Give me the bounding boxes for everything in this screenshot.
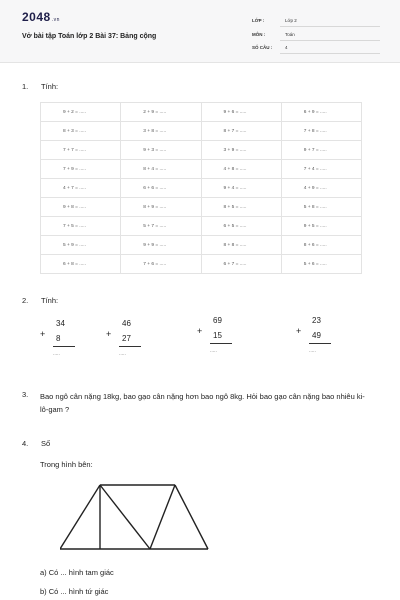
triangle-figure: [60, 483, 210, 553]
question-3-text: Bao ngô cân nặng 18kg, bao gạo cân nặng hơn bao ngô 8kg. Hỏi bao gạo cân nặng bao nhiêu ki-lô-gam ?: [40, 392, 365, 414]
meta-question-count: [252, 45, 380, 54]
plus-sign: +: [106, 329, 112, 339]
answer-blank[interactable]: .....: [309, 348, 316, 354]
table-cell[interactable]: 9 + 2 = .....: [41, 103, 121, 122]
table-cell[interactable]: 7 + 6 = .....: [121, 255, 201, 274]
meta-underline: [280, 53, 380, 54]
answer-blank[interactable]: .....: [119, 351, 126, 357]
table-cell[interactable]: 8 + 9 = .....: [121, 198, 201, 217]
table-cell[interactable]: 9 + 3 = .....: [121, 141, 201, 160]
table-row: [41, 236, 362, 255]
table-cell[interactable]: 6 + 7 = .....: [201, 255, 281, 274]
plus-sign: +: [40, 329, 46, 339]
meta-key: SỐ CÂU :: [252, 45, 273, 50]
table-cell[interactable]: 3 + 8 = .....: [121, 122, 201, 141]
table-cell[interactable]: 6 + 6 = .....: [121, 179, 201, 198]
table-cell[interactable]: 8 + 7 = .....: [201, 122, 281, 141]
table-cell[interactable]: 3 + 9 = .....: [201, 141, 281, 160]
addend-bottom: 8: [56, 334, 61, 343]
column-addition-3: [197, 316, 237, 361]
table-row: [41, 103, 362, 122]
table-row: [41, 198, 362, 217]
sum-line: [119, 346, 141, 347]
column-addition-2: [106, 319, 146, 364]
question-4-part-a: a) Có ... hình tam giác: [40, 568, 114, 577]
column-addition-4: [296, 316, 336, 361]
table-cell[interactable]: 7 + 5 = .....: [41, 217, 121, 236]
question-number: 1.: [22, 82, 29, 91]
meta-value: Toán: [285, 32, 295, 37]
table-cell[interactable]: 4 + 8 = .....: [201, 160, 281, 179]
figure-right-edge: [175, 485, 208, 549]
table-cell[interactable]: 6 + 8 = .....: [41, 255, 121, 274]
question-3-number: [22, 390, 37, 400]
sum-line: [53, 346, 75, 347]
table-row: [41, 122, 362, 141]
table-cell[interactable]: 9 + 8 = .....: [41, 198, 121, 217]
question-label: Tính:: [41, 82, 59, 91]
meta-key: MÔN :: [252, 32, 266, 37]
logo-suffix: .vn: [51, 17, 60, 23]
addend-top: 34: [56, 319, 65, 328]
table-cell[interactable]: 8 + 3 = .....: [41, 122, 121, 141]
table-cell[interactable]: 4 + 7 = .....: [41, 179, 121, 198]
table-cell[interactable]: 5 + 9 = .....: [41, 236, 121, 255]
logo-main: 2048: [22, 10, 51, 24]
sum-line: [309, 343, 331, 344]
table-cell[interactable]: 4 + 9 = .....: [281, 179, 361, 198]
meta-underline: [280, 40, 380, 41]
table-cell[interactable]: 9 + 4 = .....: [201, 179, 281, 198]
table-row: [41, 255, 362, 274]
meta-underline: [280, 26, 380, 27]
question-number: 4.: [22, 439, 29, 448]
table-cell[interactable]: 8 + 4 = .....: [121, 160, 201, 179]
meta-value: 4: [285, 45, 288, 50]
table-cell[interactable]: 9 + 7 = .....: [281, 141, 361, 160]
question-4-intro: Trong hình bên:: [40, 460, 93, 469]
question-label: Tính:: [41, 296, 59, 305]
meta-value: Lớp 2: [285, 18, 297, 23]
table-cell[interactable]: 5 + 6 = .....: [281, 255, 361, 274]
table-cell[interactable]: 8 + 5 = .....: [201, 198, 281, 217]
answer-blank[interactable]: .....: [210, 348, 217, 354]
table-cell[interactable]: 5 + 7 = .....: [121, 217, 201, 236]
addend-bottom: 49: [312, 331, 321, 340]
addition-table: [40, 102, 362, 274]
sum-line: [210, 343, 232, 344]
table-cell[interactable]: 2 + 9 = .....: [121, 103, 201, 122]
addend-bottom: 15: [213, 331, 222, 340]
question-number: 2.: [22, 296, 29, 305]
table-row: [41, 217, 362, 236]
question-1-heading: [22, 82, 122, 92]
question-4-part-b: b) Có ... hình tứ giác: [40, 587, 109, 596]
table-cell[interactable]: 9 + 6 = .....: [201, 103, 281, 122]
table-cell[interactable]: 6 + 9 = .....: [281, 103, 361, 122]
header: [0, 0, 400, 63]
addend-top: 69: [213, 316, 222, 325]
question-label: Số: [41, 439, 51, 448]
figure-diagonal-up: [150, 485, 175, 549]
meta-class: [252, 18, 380, 27]
table-cell[interactable]: 7 + 9 = .....: [41, 160, 121, 179]
table-row: [41, 141, 362, 160]
table-cell[interactable]: 7 + 4 = .....: [281, 160, 361, 179]
table-cell[interactable]: 8 + 8 = .....: [201, 236, 281, 255]
addend-top: 23: [312, 316, 321, 325]
answer-blank[interactable]: .....: [53, 351, 60, 357]
question-number: 3.: [22, 390, 29, 399]
table-row: [41, 160, 362, 179]
plus-sign: +: [197, 326, 203, 336]
addend-bottom: 27: [122, 334, 131, 343]
site-logo[interactable]: [22, 10, 60, 24]
column-addition-1: [40, 319, 80, 364]
table-cell[interactable]: 6 + 5 = .....: [201, 217, 281, 236]
table-cell[interactable]: 9 + 5 = .....: [281, 217, 361, 236]
table-cell[interactable]: 5 + 8 = .....: [281, 198, 361, 217]
table-cell[interactable]: 7 + 8 = .....: [281, 122, 361, 141]
table-cell[interactable]: 8 + 6 = .....: [281, 236, 361, 255]
table-cell[interactable]: 7 + 7 = .....: [41, 141, 121, 160]
plus-sign: +: [296, 326, 302, 336]
table-cell[interactable]: 9 + 9 = .....: [121, 236, 201, 255]
document-title: Vở bài tập Toán lớp 2 Bài 37: Bảng cộng: [22, 33, 157, 40]
addend-top: 46: [122, 319, 131, 328]
question-4-heading: [22, 439, 122, 449]
question-2-heading: [22, 296, 122, 306]
figure-diagonal-down: [100, 485, 150, 549]
table-row: [41, 179, 362, 198]
meta-key: LỚP :: [252, 18, 265, 23]
figure-left-edge: [60, 485, 100, 549]
meta-subject: [252, 32, 380, 41]
